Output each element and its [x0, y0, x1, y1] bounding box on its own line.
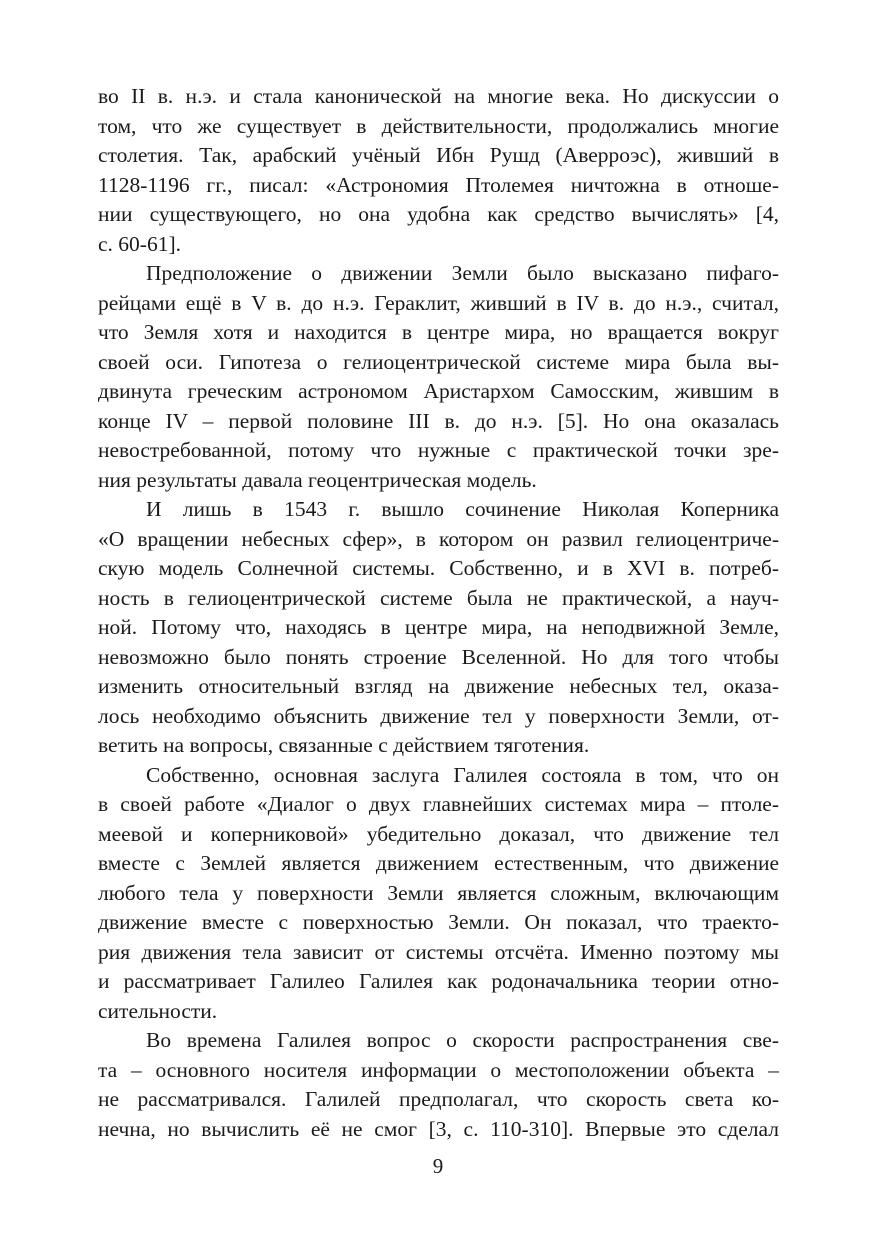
text-line: столетия. Так, арабский учёный Ибн Рушд (Аверроэс), живший в: [98, 143, 779, 167]
text-line: что Земля хотя и находится в центре мира, но вращается вокруг: [98, 320, 779, 344]
text-line: с. 60-61].: [98, 231, 181, 256]
text-line: рейцами ещё в V в. до н.э. Гераклит, живший в IV в. до н.э., считал,: [98, 290, 779, 315]
text-line: 1128-1196 гг., писал: «Астрономия Птолемея ничтожна в отноше-: [98, 172, 779, 197]
paragraph: [98, 761, 779, 1027]
text-line: невостребованной, потому что нужные с практической точки зре-: [98, 438, 779, 462]
page-body: [98, 82, 779, 1144]
paragraph: [98, 82, 779, 259]
paragraph: [98, 259, 779, 495]
text-line: и рассматривает Галилео Галилея как родоначальника теории отно-: [98, 969, 779, 993]
text-line: «О вращении небесных сфер», в котором он развил гелиоцентриче-: [98, 526, 779, 551]
text-line: ной. Потому что, находясь в центре мира, на неподвижной Земле,: [98, 615, 779, 639]
text-line: Предположение о движении Земли было высказано пифаго-: [146, 261, 779, 285]
text-line: Во времена Галилея вопрос о скорости распространения све-: [146, 1028, 779, 1052]
text-line: вместе с Землей является движением естественным, что движение: [98, 851, 779, 875]
text-line: в своей работе «Диалог о двух главнейших системах мира – птоле-: [98, 792, 779, 816]
text-line: ветить на вопросы, связанные с действием тяготения.: [98, 733, 590, 757]
text-line: двинута греческим астрономом Аристархом Самосским, жившим в: [98, 379, 779, 403]
text-line: во II в. н.э. и стала канонической на многие века. Но дискуссии о: [98, 84, 779, 108]
text-line: ность в гелиоцентрической системе была не практической, а науч-: [98, 585, 779, 610]
text-line: меевой и коперниковой» убедительно доказал, что движение тел: [98, 821, 779, 846]
text-line: не рассматривался. Галилей предполагал, что скорость света ко-: [98, 1087, 779, 1111]
page-number: 9: [432, 1154, 444, 1178]
text-line: конце IV – первой половине III в. до н.э. [5]. Но она оказалась: [98, 408, 779, 433]
text-line: скую модель Солнечной системы. Собственно, и в XVI в. потреб-: [98, 556, 779, 580]
text-line: том, что же существует в действительности, продолжались многие: [98, 113, 779, 138]
text-line: любого тела у поверхности Земли является сложным, включающим: [98, 880, 779, 905]
text-line: нии существующего, но она удобна как средство вычислять» [4,: [98, 202, 779, 226]
text-line: сительности.: [98, 998, 218, 1023]
text-line: лось необходимо объяснить движение тел у поверхности Земли, от-: [98, 703, 779, 728]
text-line: Собственно, основная заслуга Галилея состояла в том, что он: [146, 762, 779, 787]
text-line: своей оси. Гипотеза о гелиоцентрической системе мира была вы-: [98, 349, 779, 374]
text-line: та – основного носителя информации о местоположении объекта –: [98, 1057, 779, 1082]
paragraph: [98, 495, 779, 761]
text-line: невозможно было понять строение Вселенной. Но для того чтобы: [98, 644, 779, 669]
text-line: нечна, но вычислить её не смог [3, с. 110-310]. Впервые это сделал: [98, 1116, 779, 1141]
text-line: изменить относительный взгляд на движение небесных тел, оказа-: [98, 674, 779, 698]
text-line: движение вместе с поверхностью Земли. Он показал, что траекто-: [98, 910, 779, 934]
paragraph: [98, 1026, 779, 1144]
text-line: ния результаты давала геоцентрическая модель.: [98, 467, 537, 492]
text-line: И лишь в 1543 г. вышло сочинение Николая Коперника: [146, 497, 779, 521]
text-line: рия движения тела зависит от системы отсчёта. Именно поэтому мы: [98, 939, 779, 964]
